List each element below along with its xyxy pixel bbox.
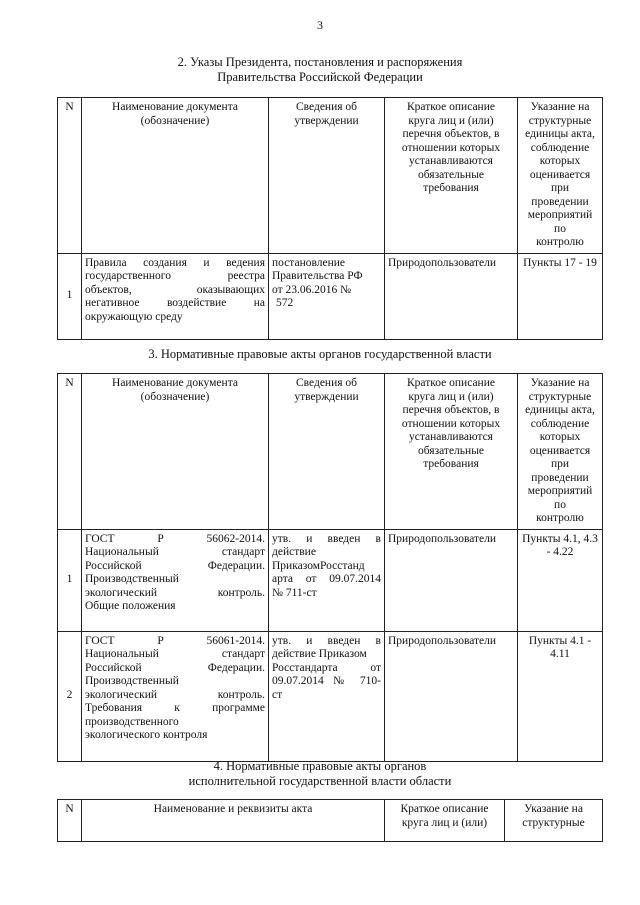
header-act-name: Наименование и реквизиты акта xyxy=(82,800,385,842)
section-2-title-line: 2. Указы Президента, постановления и распоряжения xyxy=(177,55,463,69)
section-3-title xyxy=(0,347,640,362)
section-2-title-line: Правительства Российской Федерации xyxy=(217,70,423,84)
header-description: Краткое описание круга лиц и (или) перечня объектов, в отношении которых устанавливаются обязательные требования xyxy=(385,374,518,530)
header-indication: Указание на структурные единицы акта, соблюдение которых оценивается при проведении мероприятий по контролю xyxy=(518,98,603,254)
header-description: Краткое описание круга лиц и (или) перечня объектов, в отношении которых устанавливаются обязательные требования xyxy=(385,98,518,254)
row-number: 2 xyxy=(58,631,82,761)
header-approval-info: Сведения об утверждении xyxy=(269,374,385,530)
section-4-title-line: исполнительной государственной власти области xyxy=(188,774,452,788)
row-number: 1 xyxy=(58,253,82,339)
table-header-row xyxy=(58,98,603,254)
header-indication: Указание на структурные единицы акта, соблюдение которых оценивается при проведении мероприятий по контролю xyxy=(518,374,603,530)
section-2-title xyxy=(0,55,640,85)
table-header-row xyxy=(58,374,603,530)
section-4-title-line: 4. Нормативные правовые акты органов xyxy=(213,759,427,773)
header-document-name: Наименование документа (обозначение) xyxy=(82,374,269,530)
section-3-title-line: 3. Нормативные правовые акты органов государственной власти xyxy=(148,347,492,361)
table-row xyxy=(58,529,603,631)
document-name: Правила создания и ведения государственного реестра объектов, оказывающих негативное воздействие на окружающую среду xyxy=(82,253,269,339)
indication: Пункты 4.1 - 4.11 xyxy=(518,631,603,761)
header-document-name: Наименование документа (обозначение) xyxy=(82,98,269,254)
table-row xyxy=(58,253,603,339)
header-n: N xyxy=(58,374,82,530)
header-n: N xyxy=(58,800,82,842)
approval-info: постановление Правительства РФ от 23.06.2016 № 572 xyxy=(269,253,385,339)
document-name: ГОСТ Р 56061-2014. Национальный стандарт Российской Федерации. Производственный экологический контроль. Требования к программе производственного экологического контроля xyxy=(82,631,269,761)
description: Природопользователи xyxy=(385,529,518,631)
header-indication: Указание на структурные xyxy=(505,800,603,842)
header-approval-info: Сведения об утверждении xyxy=(269,98,385,254)
section-4-table xyxy=(57,799,603,842)
section-4-title xyxy=(0,759,640,789)
description: Природопользователи xyxy=(385,631,518,761)
table-header-row xyxy=(58,800,603,842)
indication: Пункты 17 - 19 xyxy=(518,253,603,339)
header-description: Краткое описание круга лиц и (или) xyxy=(385,800,505,842)
page-number: 3 xyxy=(317,18,323,32)
header-n: N xyxy=(58,98,82,254)
description: Природопользователи xyxy=(385,253,518,339)
approval-info: утв. и введен в действие Приказом Росстандарта от 09.07.2014 № 710- ст xyxy=(269,631,385,761)
section-3-table xyxy=(57,373,603,762)
row-number: 1 xyxy=(58,529,82,631)
document-name: ГОСТ Р 56062-2014. Национальный стандарт Российской Федерации. Производственный экологический контроль. Общие положения xyxy=(82,529,269,631)
approval-info: утв. и введен в действие ПриказомРосстанд арта от 09.07.2014 № 711-ст xyxy=(269,529,385,631)
indication: Пункты 4.1, 4.3 - 4.22 xyxy=(518,529,603,631)
table-row xyxy=(58,631,603,761)
section-2-table xyxy=(57,97,603,340)
